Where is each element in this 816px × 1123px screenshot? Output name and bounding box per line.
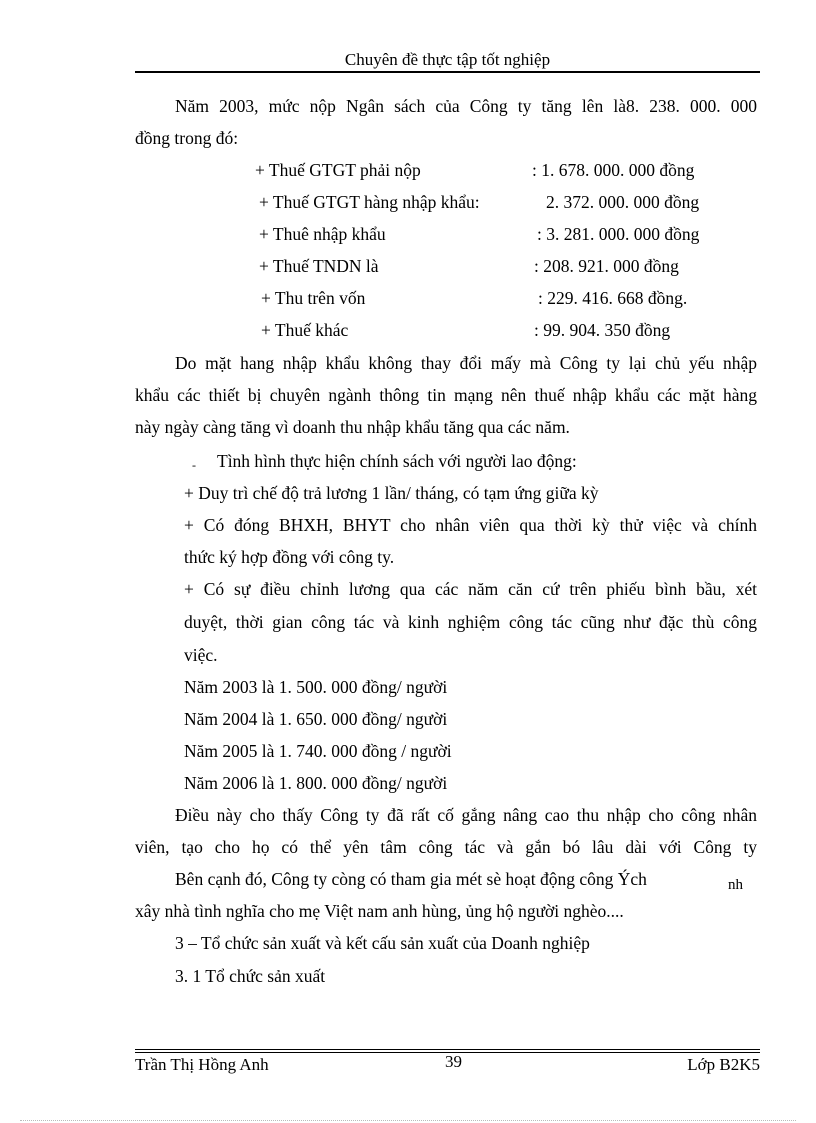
para2-line2: khẩu các thiết bị chuyên ngành thông tin mạng nên thuế nhập khẩu các mặt hàng <box>135 385 757 405</box>
tax-value-import: : 3. 281. 000. 000 đồng <box>537 224 700 244</box>
para3-line1: Điều này cho thấy Công ty đã rất cố gắng nâng cao thu nhập cho công nhân <box>175 805 757 825</box>
tax-value-other: : 99. 904. 350 đồng <box>534 320 671 340</box>
para2-line3: này ngày càng tăng vì doanh thu nhập khẩu tăng qua các năm. <box>135 417 570 437</box>
footer-divider-top <box>135 1049 760 1050</box>
tax-value-gtgt: : 1. 678. 000. 000 đồng <box>532 160 695 180</box>
tax-value-gtgt-import: 2. 372. 000. 000 đồng <box>546 192 700 212</box>
para2-line1: Do mặt hang nhập khẩu không thay đổi mấy mà Công ty lại chủ yếu nhập <box>175 353 757 373</box>
policy-1: + Duy trì chế độ trả lương 1 lần/ tháng, có tạm ứng giữa kỳ <box>184 483 599 503</box>
salary-2005: Năm 2005 là 1. 740. 000 đồng / người <box>184 741 452 761</box>
section-3-1-heading: 3. 1 Tổ chức sản xuất <box>175 966 326 986</box>
tax-label-tndn: + Thuế TNDN là <box>259 256 379 276</box>
tax-label-gtgt: + Thuế GTGT phải nộp <box>255 160 421 180</box>
header-divider <box>135 71 760 73</box>
tax-value-tndn: : 208. 921. 000 đồng <box>534 256 679 276</box>
page-number: 39 <box>445 1052 462 1071</box>
salary-2004: Năm 2004 là 1. 650. 000 đồng/ người <box>184 709 448 729</box>
para4-line1: Bên cạnh đó, Công ty còng có tham gia mét sè hoạt động công Ých <box>175 869 647 889</box>
tax-label-import: + Thuê nhập khẩu <box>259 224 386 244</box>
tax-label-other: + Thuế khác <box>261 320 349 340</box>
footer-author: Trần Thị Hồng Anh <box>135 1055 269 1074</box>
para3-line2: viên, tạo cho họ có thể yên tâm công tác và gắn bó lâu dài với Công ty <box>135 837 757 857</box>
page-header-title: Chuyên đề thực tập tốt nghiệp <box>344 50 551 69</box>
footer-class: Lớp B2K5 <box>687 1055 760 1074</box>
tax-label-gtgt-import: + Thuế GTGT hàng nhập khẩu: <box>259 192 480 212</box>
bullet-labor-policy: Tình hình thực hiện chính sách với người lao động: <box>217 451 577 471</box>
para4-suffix: nh <box>728 877 743 893</box>
para4-line2: xây nhà tình nghĩa cho mẹ Việt nam anh hùng, ủng hộ người nghèo.... <box>135 901 624 921</box>
page-bottom-border <box>20 1120 796 1121</box>
tax-value-capital: : 229. 416. 668 đồng. <box>538 288 688 308</box>
bullet-marker: - <box>192 458 196 472</box>
policy-3-line3: việc. <box>184 645 218 665</box>
policy-3-line1: + Có sự điều chỉnh lương qua các năm căn cứ trên phiếu bình bầu, xét <box>184 579 757 599</box>
salary-2003: Năm 2003 là 1. 500. 000 đồng/ người <box>184 677 448 697</box>
policy-2-line1: + Có đóng BHXH, BHYT cho nhân viên qua thời kỳ thử việc và chính <box>184 515 757 535</box>
policy-2-line2: thức ký hợp đồng với công ty. <box>184 547 395 567</box>
policy-3-line2: duyệt, thời gian công tác và kinh nghiệm công tác cũng như đặc thù công <box>184 612 757 632</box>
para1-line2: đồng trong đó: <box>135 128 239 148</box>
tax-label-capital: + Thu trên vốn <box>261 288 366 308</box>
section-3-heading: 3 – Tổ chức sản xuất và kết cấu sản xuất của Doanh nghiệp <box>175 933 590 953</box>
para1-line1: Năm 2003, mức nộp Ngân sách của Công ty tăng lên là8. 238. 000. 000 <box>175 96 757 116</box>
salary-2006: Năm 2006 là 1. 800. 000 đồng/ người <box>184 773 448 793</box>
